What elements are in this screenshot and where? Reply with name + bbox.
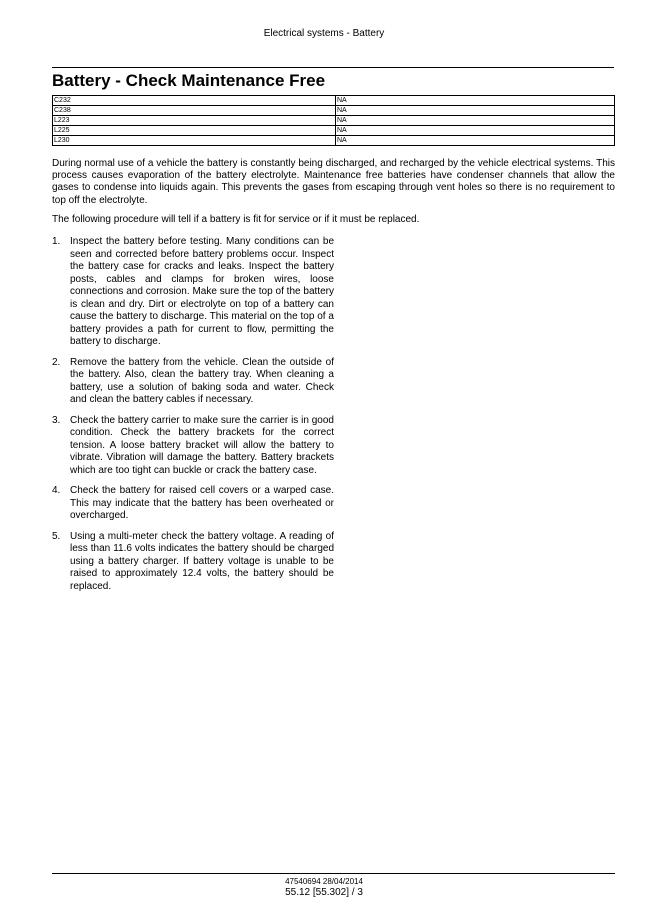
list-item — [52, 531, 334, 594]
list-item — [52, 485, 334, 523]
intro-paragraph: During normal use of a vehicle the battery is constantly being discharged, and recharged by the vehicle electrical systems. This process causes evaporation of the battery electrolyte. Maintenance free batteries have condenser channels that allow the gases to condense into liquids again. This prevents the gases from escaping through vent holes so there is no requirement to top off the electrolyte. — [52, 158, 615, 206]
step-text: Check the battery carrier to make sure the carrier is in good condition. Check the battery brackets for the correct tension. A loose battery bracket will allow the battery to vibrate. Vibration will damage the battery. Battery brackets which are too tight can buckle or crack the battery case. — [70, 414, 334, 476]
table-row — [53, 116, 615, 126]
model-applicability-table — [52, 95, 615, 146]
step-text: Inspect the battery before testing. Many conditions can be seen and corrected before battery problems occur. Inspect the battery case for cracks and leaks. Inspect the battery posts, cables and clamps for broken wires, loose connections and corrosion. Make sure the top of the battery is clean and dry. Dirt or electrolyte on top of a battery can cause the battery to discharge. This material on the top of a battery provides a path for current to flow, permitting the battery to discharge. — [70, 236, 334, 347]
step-number: 3. — [52, 414, 61, 426]
table-row — [53, 136, 615, 146]
step-text: Using a multi-meter check the battery voltage. A reading of less than 11.6 volts indicates the battery should be charged using a battery charger. If battery voltage is unable to be raised to approximately 12.4 volts, the battery should be replaced. — [70, 530, 334, 592]
model-cell: C238 — [53, 106, 336, 116]
value-cell: NA — [336, 96, 615, 106]
step-number: 4. — [52, 485, 61, 496]
value-cell: NA — [336, 116, 615, 126]
footer-document-reference: 47540694 28/04/2014 — [285, 877, 363, 886]
step-text: Remove the battery from the vehicle. Clean the outside of the battery. Also, clean the battery tray. When cleaning a battery, use a solution of baking soda and water. Check and clean the battery cables if necessary. — [70, 356, 334, 405]
model-cell: C232 — [53, 96, 336, 106]
running-header: Electrical systems - Battery — [263, 28, 385, 39]
list-item — [52, 357, 334, 407]
procedure-intro: The following procedure will tell if a battery is fit for service or if it must be replaced. — [52, 214, 420, 225]
step-text: Check the battery for raised cell covers or a warped case. This may indicate that the battery has been overheated or overcharged. — [70, 485, 334, 521]
value-cell: NA — [336, 106, 615, 116]
step-number: 2. — [52, 356, 61, 368]
list-item — [52, 236, 334, 349]
step-number: 5. — [52, 530, 61, 542]
list-item — [52, 415, 334, 478]
table-row — [53, 106, 615, 116]
step-number: 1. — [52, 236, 61, 247]
header-divider — [52, 67, 614, 68]
table-row — [53, 126, 615, 136]
model-cell: L223 — [53, 116, 336, 126]
value-cell: NA — [336, 126, 615, 136]
table-row — [53, 96, 615, 106]
model-cell: L230 — [53, 136, 336, 146]
procedure-steps — [52, 236, 334, 601]
model-cell: L225 — [53, 126, 336, 136]
value-cell: NA — [336, 136, 615, 146]
footer-divider — [52, 873, 615, 874]
section-title: Battery - Check Maintenance Free — [52, 71, 326, 90]
footer-page-reference: 55.12 [55.302] / 3 — [285, 887, 363, 898]
